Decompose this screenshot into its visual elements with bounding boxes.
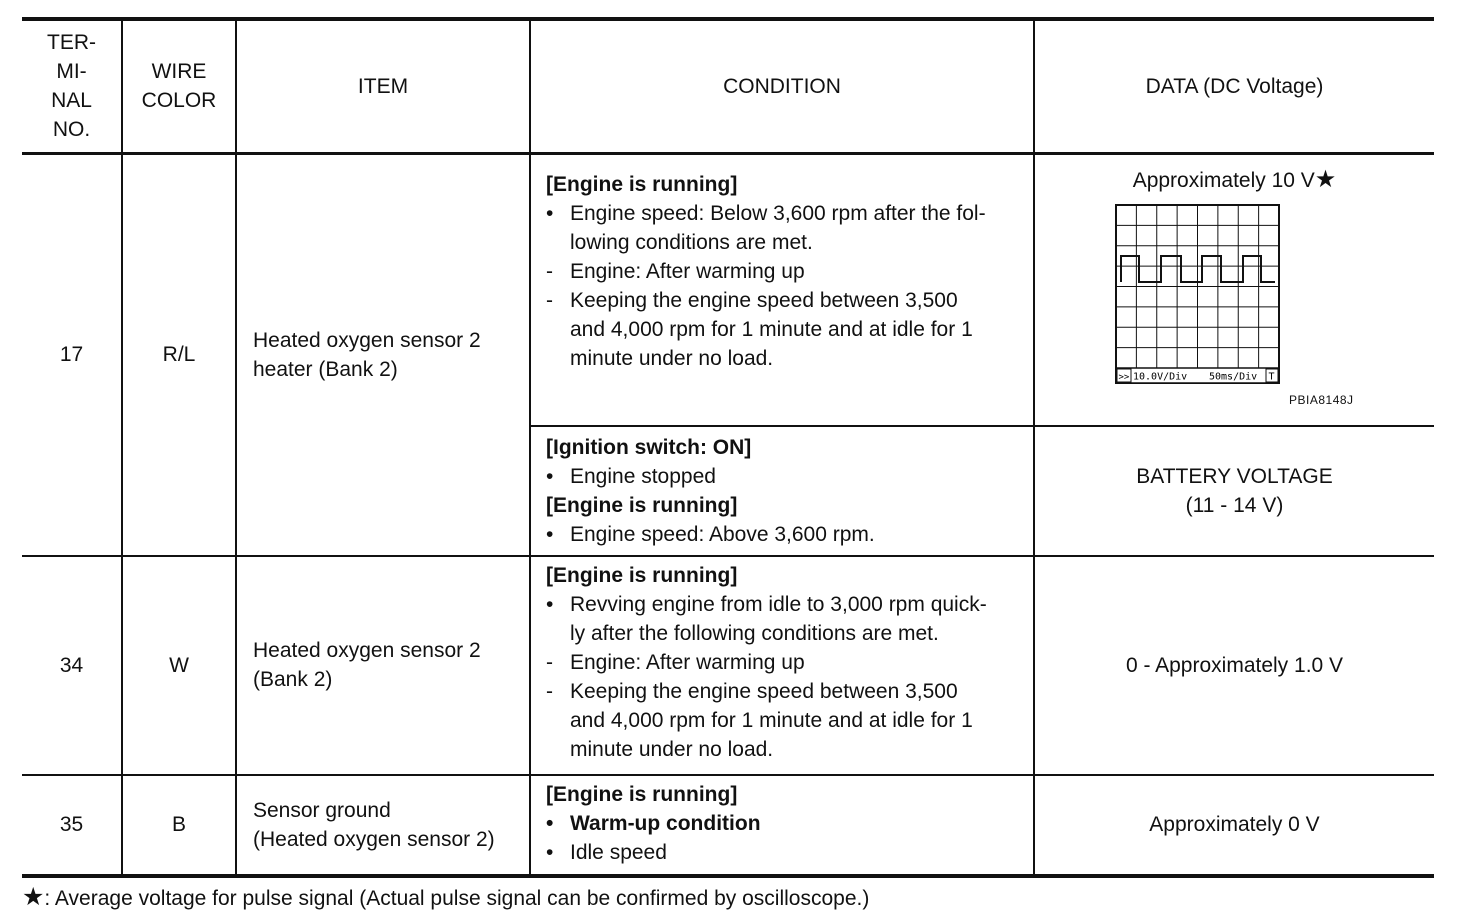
scope-time-div: 50ms/Div — [1209, 371, 1258, 382]
data-cell: BATTERY VOLTAGE (11 - 14 V) — [1034, 426, 1434, 556]
table-row — [22, 556, 1434, 775]
data-value — [1035, 165, 1434, 195]
condition-text: Warm-up condition — [570, 811, 761, 835]
wire-color-cell: W — [122, 556, 236, 775]
scope-volt-div: 10.0V/Div — [1133, 371, 1188, 382]
condition-title: [Engine is running] — [546, 493, 738, 517]
star-icon: ★ — [22, 883, 45, 911]
scope-grid — [1116, 205, 1279, 368]
dash-mark: - — [546, 288, 553, 312]
condition-list-item — [546, 838, 1027, 867]
condition-title: [Engine is running] — [546, 782, 738, 806]
header-terminal-no: TER- MI- NAL NO. — [22, 19, 122, 153]
condition-list-item — [546, 590, 1027, 648]
oscilloscope-screen — [1115, 204, 1285, 392]
data-cell — [1034, 153, 1434, 426]
dash-mark: - — [546, 259, 553, 283]
header-wire-color: WIRE COLOR — [122, 19, 236, 153]
terminal-cell: 17 — [22, 153, 122, 556]
star-icon: ★ — [1314, 165, 1337, 193]
header-item: ITEM — [236, 19, 530, 153]
data-cell: 0 - Approximately 1.0 V — [1034, 556, 1434, 775]
dash-mark: - — [546, 679, 553, 703]
condition-list-item — [546, 257, 1027, 286]
table-header-row — [22, 19, 1434, 153]
condition-list-item — [546, 520, 1027, 549]
condition-cell — [530, 775, 1034, 876]
condition-text: Idle speed — [570, 840, 667, 864]
condition-title: [Engine is running] — [546, 172, 738, 196]
scope-left-marker: >> — [1118, 372, 1130, 382]
condition-title: [Engine is running] — [546, 563, 738, 587]
wire-color-cell: B — [122, 775, 236, 876]
bullet-mark: • — [546, 201, 554, 225]
bullet-mark: • — [546, 811, 554, 835]
condition-cell — [530, 153, 1034, 426]
footnote-text: : Average voltage for pulse signal (Actual pulse signal can be confirmed by oscilloscope.) — [44, 887, 870, 910]
condition-text: Engine speed: Below 3,600 rpm after the fol- lowing conditions are met. — [570, 201, 986, 254]
terminal-table — [22, 17, 1434, 878]
condition-text: Keeping the engine speed between 3,500 and 4,000 rpm for 1 minute and at idle for 1 minute under no load. — [570, 679, 973, 761]
terminal-cell: 34 — [22, 556, 122, 775]
condition-cell — [530, 556, 1034, 775]
dash-mark: - — [546, 650, 553, 674]
item-cell: Heated oxygen sensor 2 (Bank 2) — [236, 556, 530, 775]
bullet-mark: • — [546, 464, 554, 488]
data-cell: Approximately 0 V — [1034, 775, 1434, 876]
table-row — [22, 153, 1434, 426]
condition-text: Keeping the engine speed between 3,500 and 4,000 rpm for 1 minute and at idle for 1 minute under no load. — [570, 288, 973, 370]
terminal-cell: 35 — [22, 775, 122, 876]
item-cell: Heated oxygen sensor 2 heater (Bank 2) — [236, 153, 530, 556]
footnote — [22, 883, 869, 913]
condition-text: Engine stopped — [570, 464, 716, 488]
condition-list-item — [546, 677, 1027, 764]
condition-list-item — [546, 462, 1027, 491]
condition-text: Engine: After warming up — [570, 259, 805, 283]
condition-cell — [530, 426, 1034, 556]
bullet-mark: • — [546, 592, 554, 616]
scope-right-marker: T — [1268, 371, 1275, 382]
bullet-mark: • — [546, 840, 554, 864]
oscilloscope-figure — [1035, 155, 1434, 425]
table-row — [22, 775, 1434, 876]
figure-id: PBIA8148J — [1289, 392, 1354, 407]
condition-text: Engine: After warming up — [570, 650, 805, 674]
condition-list-item — [546, 648, 1027, 677]
bullet-mark: • — [546, 522, 554, 546]
condition-list-item — [546, 286, 1027, 373]
data-value-text: Approximately 10 V — [1132, 168, 1315, 192]
condition-title: [Ignition switch: ON] — [546, 435, 752, 459]
item-cell: Sensor ground (Heated oxygen sensor 2) — [236, 775, 530, 876]
header-data: DATA (DC Voltage) — [1034, 19, 1434, 153]
condition-text: Revving engine from idle to 3,000 rpm quick- ly after the following conditions are met. — [570, 592, 987, 645]
wire-color-cell: R/L — [122, 153, 236, 556]
condition-list-item — [546, 199, 1027, 257]
header-condition: CONDITION — [530, 19, 1034, 153]
condition-list-item — [546, 809, 1027, 838]
condition-text: Engine speed: Above 3,600 rpm. — [570, 522, 875, 546]
